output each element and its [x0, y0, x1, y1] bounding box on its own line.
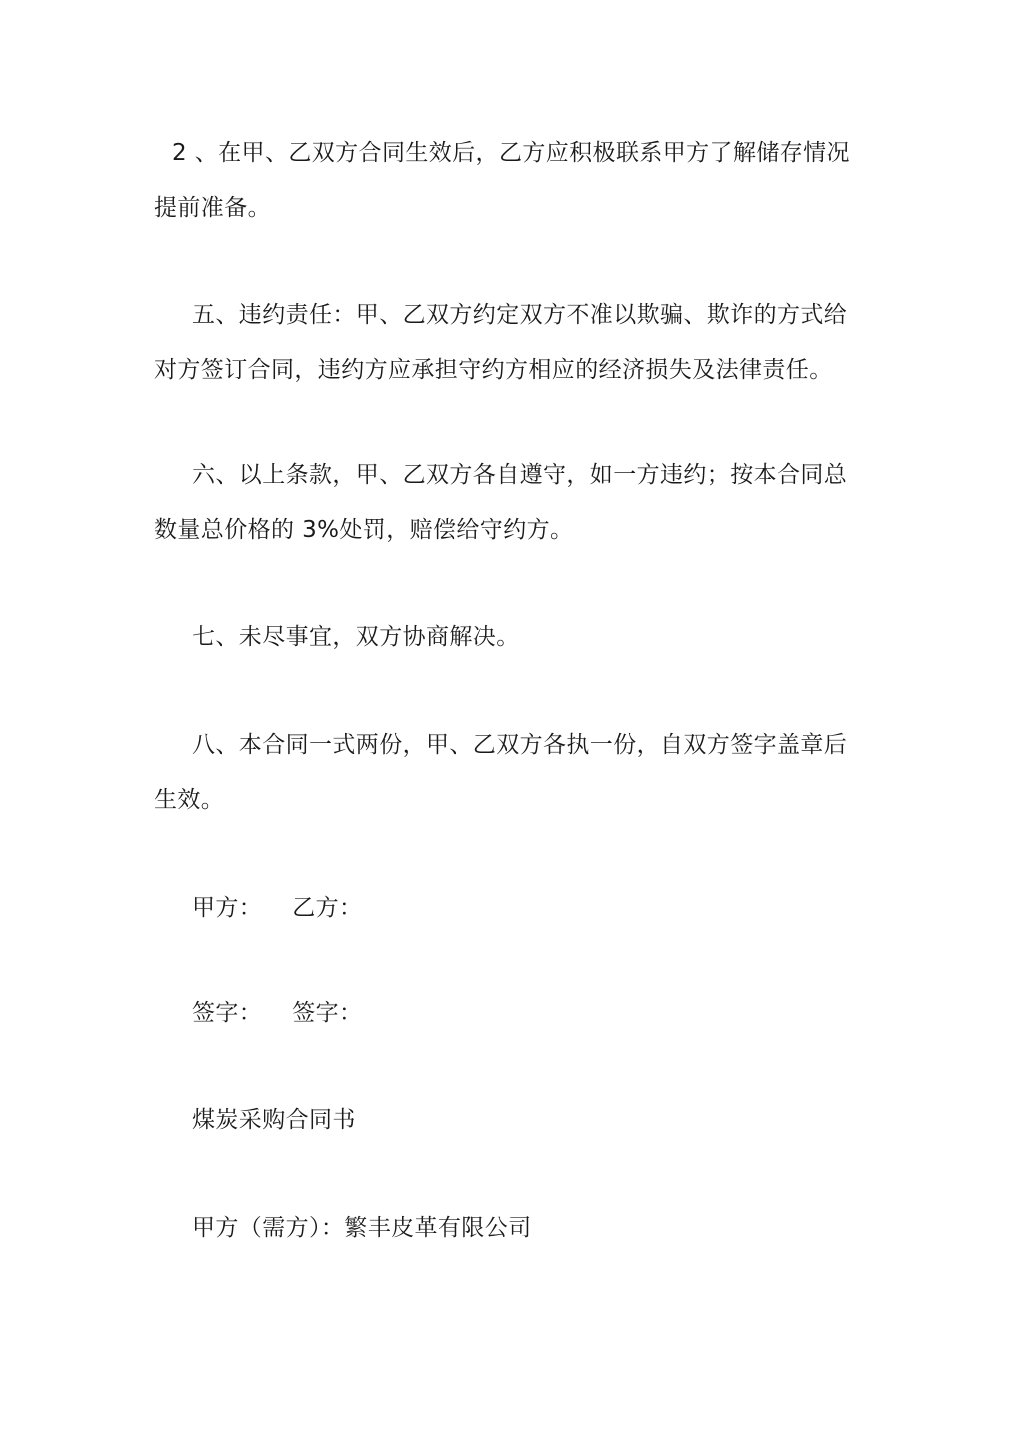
contract-title: 煤炭采购合同书	[192, 1107, 356, 1133]
clause-5-line-1: 五、违约责任：甲、乙双方约定双方不准以欺骗、欺诈的方式给	[192, 302, 848, 328]
clause-8-line-2: 生效。	[154, 787, 225, 813]
clause-5-line-2: 对方签订合同，违约方应承担守约方相应的经济损失及法律责任。	[154, 357, 833, 383]
party-a-company: 甲方（需方）：繁丰皮革有限公司	[192, 1215, 532, 1241]
party-b-label: 乙方：	[292, 895, 363, 921]
party-signature-row	[192, 893, 362, 923]
party-a-label: 甲方：	[192, 895, 263, 921]
clause-7-line-1: 七、未尽事宜，双方协商解决。	[192, 624, 520, 650]
clause-2-line-2: 提前准备。	[154, 195, 271, 221]
clause-6-line-2: 数量总价格的 3%处罚，赔偿给守约方。	[154, 517, 574, 543]
clause-2-line-1: 2 、在甲、乙双方合同生效后，乙方应积极联系甲方了解储存情况	[172, 140, 850, 166]
sign-row	[192, 998, 362, 1028]
sign-a-label: 签字：	[192, 1000, 263, 1026]
clause-8-line-1: 八、本合同一式两份，甲、乙双方各执一份，自双方签字盖章后	[192, 732, 848, 758]
clause-6-line-1: 六、以上条款，甲、乙双方各自遵守，如一方违约；按本合同总	[192, 462, 848, 488]
sign-b-label: 签字：	[292, 1000, 363, 1026]
